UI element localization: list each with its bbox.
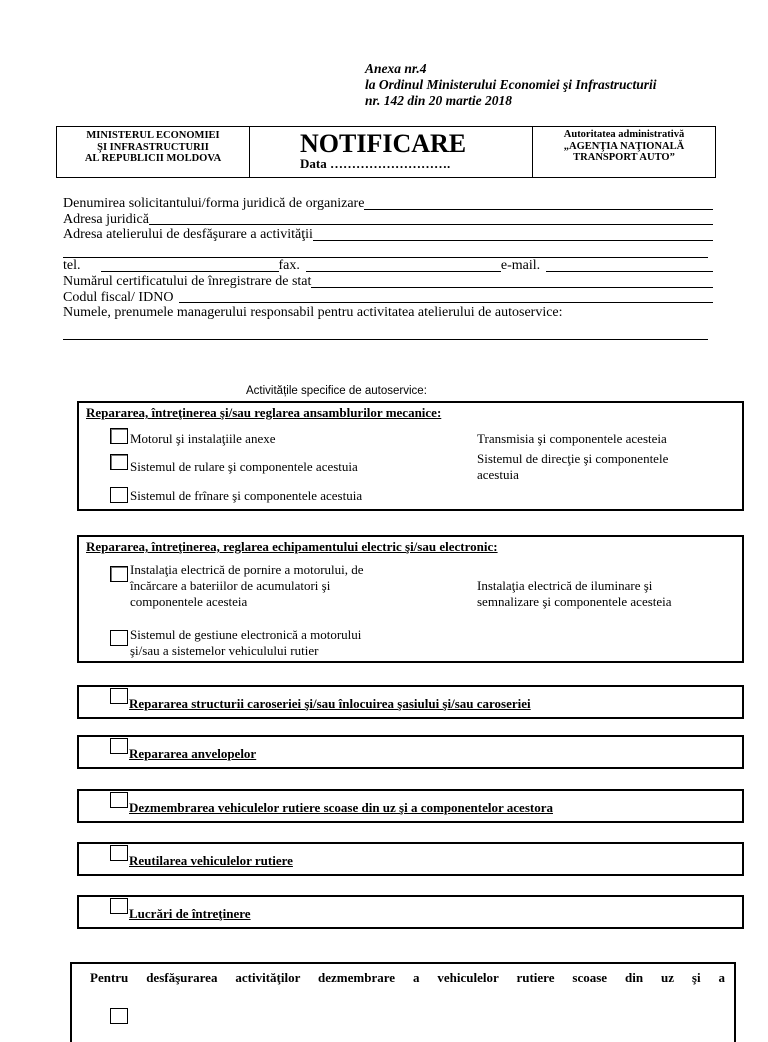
annex-order: la Ordinul Ministerului Economiei şi Infrastructurii [365,77,657,92]
workshop-address-label: Adresa atelierului de desfăşurare a activităţii [63,227,313,243]
legal-address-input[interactable] [149,212,713,225]
starting-system-label-line: componentele acesteia [130,594,248,609]
body-label: Repararea structurii caroseriei şi/sau înlocuirea şasiului şi/sau caroseriei [129,696,531,711]
fiscal-code-row [63,290,713,306]
fax-label: fax. [278,258,300,274]
tyres-checkbox[interactable] [110,738,128,754]
dismantling-label: Dezmembrarea vehiculelor rutiere scoase din uz şi a componentelor acestora [129,800,553,815]
applicant-row [63,196,713,212]
brakes-checkbox[interactable] [110,487,128,503]
authority-line: Autoritatea administrativă [563,129,685,140]
brakes-label: Sistemul de frînare şi componentele acestuia [130,488,363,503]
ministry-cell [57,127,250,177]
certificate-label: Numărul certificatului de înregistrare de stat [63,273,312,289]
tel-label: tel. [63,258,81,274]
lighting-label-line: Instalaţia electrică de iluminare şi [477,578,653,593]
steering-label [477,451,668,483]
starting-system-checkbox[interactable] [110,566,128,582]
engine-label: Motorul şi instalaţiile anexe [130,431,276,446]
dismantling-checkbox[interactable] [110,792,128,808]
manager-row [63,305,713,321]
fiscal-code-label: Codul fiscal/ IDNO [63,289,174,305]
section-maintenance [77,895,744,929]
dismantling-conditions-checkbox[interactable] [110,1008,128,1024]
running-gear-checkbox[interactable] [110,454,128,470]
section-electric-title: Repararea, întreţinerea, reglarea echipamentului electric şi/sau electronic: [86,539,498,554]
authority-cell [533,127,715,177]
ministry-line: AL REPUBLICII MOLDOVA [84,153,222,164]
page-title: NOTIFICARE [300,129,467,158]
starting-system-label [130,562,364,610]
steering-label-line: acestuia [477,467,519,482]
date-field[interactable]: Data ………………………. [300,156,451,171]
section-dismantling-conditions [70,962,736,1042]
manager-input[interactable] [63,321,708,340]
ministry-line: MINISTERUL ECONOMIEI [86,130,220,141]
refitting-label: Reutilarea vehiculelor rutiere [129,853,293,868]
annex-number: Anexa nr.4 [365,61,427,76]
ministry-line: ŞI INFRASTRUCTURII [97,141,209,153]
email-input[interactable] [546,259,713,272]
workshop-address-input[interactable] [313,228,713,241]
authority-line: TRANSPORT AUTO” [573,152,675,163]
email-label: e-mail. [500,258,541,274]
engine-checkbox[interactable] [110,428,128,444]
section-refitting [77,842,744,876]
refitting-checkbox[interactable] [110,845,128,861]
certificate-row [63,274,713,290]
section-dismantling [77,789,744,823]
legal-address-label: Adresa juridică [63,211,149,227]
body-checkbox[interactable] [110,688,128,704]
transmission-label: Transmisia şi componentele acesteia [477,431,667,446]
applicant-input[interactable] [364,197,713,210]
fax-input[interactable] [306,259,501,272]
section-body [77,685,744,719]
manager-label: Numele, prenumele managerului responsabil pentru activitatea atelierului de autoservice: [63,305,563,321]
maintenance-checkbox[interactable] [110,898,128,914]
section-mechanical-title: Repararea, întreţinerea şi/sau reglarea ansamblurilor mecanice: [86,405,442,420]
activities-title: Activitățile specifice de autoservice: [246,385,427,397]
workshop-address-extra-line[interactable] [63,243,708,259]
lighting-label-line: semnalizare şi componentele acesteia [477,594,672,609]
authority-line: „AGENŢIA NAŢIONALĂ [563,140,685,152]
contact-row [63,258,713,274]
certificate-input[interactable] [311,275,713,288]
maintenance-label: Lucrări de întreţinere [129,906,251,921]
electronic-management-label-line: Sistemul de gestiune electronică a motorului [130,627,362,642]
section-electric [77,535,744,663]
applicant-fields [63,196,713,340]
electronic-management-label [130,627,361,659]
section-tyres [77,735,744,769]
tyres-label: Repararea anvelopelor [129,746,257,761]
title-cell [250,127,533,177]
electronic-management-label-line: şi/sau a sistemelor vehiculului rutier [130,643,319,658]
section-mechanical [77,401,744,511]
tel-input[interactable] [101,259,279,272]
starting-system-label-line: Instalaţia electrică de pornire a motorului, de [130,562,364,577]
fiscal-code-input[interactable] [179,290,713,303]
electronic-management-checkbox[interactable] [110,630,128,646]
lighting-label [477,578,672,610]
dismantling-conditions-text: Pentru desfăşurarea activităţilor dezmembrare a vehiculelor rutiere scoase din uz şi a [90,970,725,985]
running-gear-label: Sistemul de rulare şi componentele acestuia [130,459,358,474]
applicant-label: Denumirea solicitantului/forma juridică de organizare [63,196,365,211]
annex-reference [365,61,656,109]
legal-address-row [63,212,713,228]
header-table [56,126,716,178]
steering-label-line: Sistemul de direcţie şi componentele [477,451,669,466]
workshop-address-row [63,227,713,243]
annex-order-number: nr. 142 din 20 martie 2018 [365,93,513,108]
starting-system-label-line: încărcare a bateriilor de acumulatori şi [130,578,331,593]
